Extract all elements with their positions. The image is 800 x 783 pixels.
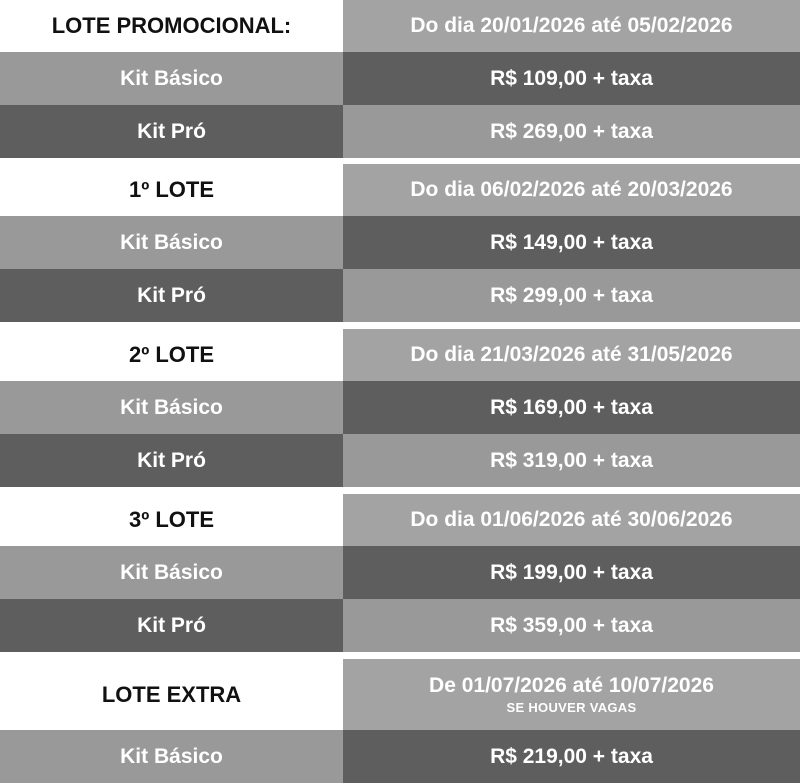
kit-row: [0, 546, 800, 599]
lote-period: [343, 0, 800, 52]
kit-row: [0, 52, 800, 105]
lote-period-text: Do dia 21/03/2026 até 31/05/2026: [410, 343, 733, 366]
kit-row: [0, 105, 800, 158]
kit-name: Kit Básico: [0, 381, 343, 434]
kit-row: [0, 434, 800, 487]
kit-row: [0, 269, 800, 322]
lote-header-row: [0, 164, 800, 216]
lote-header-row: [0, 329, 800, 381]
kit-price: R$ 299,00 + taxa: [343, 269, 800, 322]
lote-period-text: Do dia 01/06/2026 até 30/06/2026: [410, 508, 733, 531]
lote-header-row: [0, 494, 800, 546]
kit-price: R$ 149,00 + taxa: [343, 216, 800, 269]
lote-period: [343, 329, 800, 381]
lote-period-text: Do dia 06/02/2026 até 20/03/2026: [410, 178, 733, 201]
lote-title: LOTE EXTRA: [0, 659, 343, 730]
kit-name: Kit Básico: [0, 216, 343, 269]
kit-name: Kit Pró: [0, 105, 343, 158]
kit-name: Kit Pró: [0, 434, 343, 487]
kit-name: Kit Pró: [0, 599, 343, 652]
kit-row: [0, 216, 800, 269]
lote-period-note: SE HOUVER VAGAS: [506, 700, 637, 715]
kit-row: [0, 730, 800, 783]
kit-price: R$ 359,00 + taxa: [343, 599, 800, 652]
lote-header-row: [0, 659, 800, 730]
lote-period: [343, 164, 800, 216]
lote-period-text: Do dia 20/01/2026 até 05/02/2026: [410, 14, 733, 37]
kit-name: Kit Básico: [0, 546, 343, 599]
lote-title: 3º LOTE: [0, 494, 343, 546]
lote-title: 1º LOTE: [0, 164, 343, 216]
kit-price: R$ 219,00 + taxa: [343, 730, 800, 783]
lote-header-row: [0, 0, 800, 52]
lote-period: [343, 659, 800, 730]
lote-title: 2º LOTE: [0, 329, 343, 381]
lote-title: LOTE PROMOCIONAL:: [0, 0, 343, 52]
kit-row: [0, 599, 800, 652]
kit-row: [0, 381, 800, 434]
lote-period: [343, 494, 800, 546]
kit-name: Kit Básico: [0, 52, 343, 105]
kit-price: R$ 199,00 + taxa: [343, 546, 800, 599]
kit-price: R$ 319,00 + taxa: [343, 434, 800, 487]
kit-price: R$ 169,00 + taxa: [343, 381, 800, 434]
lote-period-text: De 01/07/2026 até 10/07/2026: [429, 674, 714, 697]
kit-price: R$ 109,00 + taxa: [343, 52, 800, 105]
kit-price: R$ 269,00 + taxa: [343, 105, 800, 158]
kit-name: Kit Pró: [0, 269, 343, 322]
kit-name: Kit Básico: [0, 730, 343, 783]
